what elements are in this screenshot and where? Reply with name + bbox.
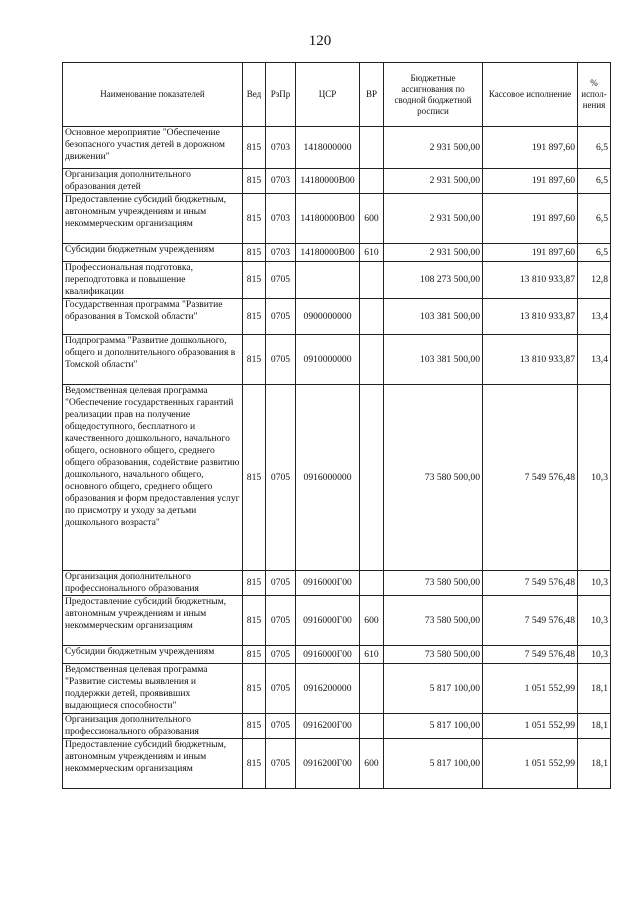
page-number: 120 — [308, 33, 332, 49]
table-row — [63, 127, 611, 169]
row-csr: 0916000Г00 — [296, 571, 360, 596]
row-name: Организация дополнительного профессионального образования — [63, 714, 243, 739]
row-budget: 73 580 500,00 — [384, 646, 483, 664]
row-pct: 10,3 — [578, 385, 611, 571]
row-csr: 1418000000 — [296, 127, 360, 169]
row-cash: 1 051 552,99 — [483, 664, 578, 714]
row-budget: 103 381 500,00 — [384, 299, 483, 335]
row-ved: 815 — [243, 385, 266, 571]
row-name: Ведомственная целевая программа "Обеспечение государственных гарантий реализации прав на получение общедоступного, бесплатного и качественного дошкольного, начального общего, основного общего, среднего общего образования, содействие развитию дошкольного, начального общего, основного общего, среднего общего образования и форм предоставления услуг по присмотру и уходу за детьми дошкольного возраста" — [63, 385, 243, 571]
row-csr: 0916200Г00 — [296, 714, 360, 739]
row-cash: 1 051 552,99 — [483, 739, 578, 789]
row-csr: 14180000В00 — [296, 244, 360, 262]
row-budget: 5 817 100,00 — [384, 664, 483, 714]
row-pct: 6,5 — [578, 244, 611, 262]
table-row — [63, 664, 611, 714]
row-cash: 191 897,60 — [483, 169, 578, 194]
row-pct: 12,8 — [578, 262, 611, 299]
row-budget: 2 931 500,00 — [384, 127, 483, 169]
row-vr — [360, 262, 384, 299]
row-vr — [360, 385, 384, 571]
header-csr: ЦСР — [296, 63, 360, 127]
row-csr: 0916200Г00 — [296, 739, 360, 789]
row-cash: 7 549 576,48 — [483, 571, 578, 596]
row-vr — [360, 127, 384, 169]
header-cash: Кассовое исполнение — [483, 63, 578, 127]
row-pct: 6,5 — [578, 169, 611, 194]
table-row — [63, 714, 611, 739]
row-budget: 5 817 100,00 — [384, 714, 483, 739]
row-pct: 18,1 — [578, 714, 611, 739]
row-csr: 14180000В00 — [296, 194, 360, 244]
row-name: Основное мероприятие "Обеспечение безопасного участия детей в дорожном движении" — [63, 127, 243, 169]
row-cash: 191 897,60 — [483, 127, 578, 169]
row-name: Государственная программа "Развитие образования в Томской области" — [63, 299, 243, 335]
row-name: Предоставление субсидий бюджетным, автономным учреждениям и иным некоммерческим организациям — [63, 739, 243, 789]
row-cash: 7 549 576,48 — [483, 596, 578, 646]
row-rzpr: 0703 — [266, 194, 296, 244]
row-budget: 73 580 500,00 — [384, 571, 483, 596]
row-rzpr: 0705 — [266, 739, 296, 789]
table-row — [63, 262, 611, 299]
row-budget: 73 580 500,00 — [384, 385, 483, 571]
row-pct: 10,3 — [578, 646, 611, 664]
table-row — [63, 571, 611, 596]
row-name: Организация дополнительного профессионального образования — [63, 571, 243, 596]
table-header-row — [63, 63, 611, 127]
header-name: Наименование показателей — [63, 63, 243, 127]
table-row — [63, 194, 611, 244]
header-pct: % испол-нения — [578, 63, 611, 127]
row-vr — [360, 571, 384, 596]
row-pct: 6,5 — [578, 194, 611, 244]
row-pct: 18,1 — [578, 664, 611, 714]
row-csr: 0900000000 — [296, 299, 360, 335]
row-cash: 1 051 552,99 — [483, 714, 578, 739]
row-vr — [360, 664, 384, 714]
row-ved: 815 — [243, 262, 266, 299]
row-rzpr: 0705 — [266, 664, 296, 714]
row-ved: 815 — [243, 739, 266, 789]
row-pct: 10,3 — [578, 596, 611, 646]
row-rzpr: 0705 — [266, 571, 296, 596]
row-rzpr: 0705 — [266, 299, 296, 335]
row-ved: 815 — [243, 169, 266, 194]
table-row — [63, 739, 611, 789]
row-csr: 0916000000 — [296, 385, 360, 571]
row-name: Организация дополнительного образования детей — [63, 169, 243, 194]
row-vr — [360, 714, 384, 739]
header-rzpr: РзПр — [266, 63, 296, 127]
row-rzpr: 0705 — [266, 714, 296, 739]
row-pct: 13,4 — [578, 335, 611, 385]
header-vr: ВР — [360, 63, 384, 127]
row-vr: 610 — [360, 646, 384, 664]
row-pct: 6,5 — [578, 127, 611, 169]
row-csr: 0916200000 — [296, 664, 360, 714]
row-ved: 815 — [243, 646, 266, 664]
table-row — [63, 169, 611, 194]
row-csr: 0916000Г00 — [296, 596, 360, 646]
row-cash: 13 810 933,87 — [483, 262, 578, 299]
table-row — [63, 335, 611, 385]
header-ved: Вед — [243, 63, 266, 127]
table-row — [63, 596, 611, 646]
row-rzpr: 0705 — [266, 385, 296, 571]
row-ved: 815 — [243, 194, 266, 244]
header-budget: Бюджетные ассигнования по сводной бюджетной росписи — [384, 63, 483, 127]
row-vr — [360, 299, 384, 335]
row-csr — [296, 262, 360, 299]
table-row — [63, 385, 611, 571]
row-ved: 815 — [243, 571, 266, 596]
budget-execution-table — [62, 62, 611, 789]
row-budget: 2 931 500,00 — [384, 244, 483, 262]
row-budget: 2 931 500,00 — [384, 194, 483, 244]
row-rzpr: 0705 — [266, 646, 296, 664]
row-rzpr: 0703 — [266, 127, 296, 169]
row-vr — [360, 169, 384, 194]
table-row — [63, 646, 611, 664]
row-csr: 0910000000 — [296, 335, 360, 385]
row-vr: 610 — [360, 244, 384, 262]
row-name: Ведомственная целевая программа "Развитие системы выявления и поддержки детей, проявивших выдающиеся способности" — [63, 664, 243, 714]
row-rzpr: 0705 — [266, 596, 296, 646]
row-cash: 13 810 933,87 — [483, 335, 578, 385]
row-name: Субсидии бюджетным учреждениям — [63, 646, 243, 664]
row-ved: 815 — [243, 664, 266, 714]
row-csr: 0916000Г00 — [296, 646, 360, 664]
row-vr: 600 — [360, 596, 384, 646]
row-csr: 14180000В00 — [296, 169, 360, 194]
row-ved: 815 — [243, 244, 266, 262]
row-budget: 2 931 500,00 — [384, 169, 483, 194]
table-row — [63, 299, 611, 335]
row-cash: 7 549 576,48 — [483, 385, 578, 571]
row-cash: 191 897,60 — [483, 244, 578, 262]
row-rzpr: 0705 — [266, 335, 296, 385]
row-ved: 815 — [243, 596, 266, 646]
row-budget: 5 817 100,00 — [384, 739, 483, 789]
row-name: Профессиональная подготовка, переподготовка и повышение квалификации — [63, 262, 243, 299]
table-row — [63, 244, 611, 262]
row-rzpr: 0703 — [266, 244, 296, 262]
row-cash: 191 897,60 — [483, 194, 578, 244]
row-name: Подпрограмма "Развитие дошкольного, общего и дополнительного образования в Томской области" — [63, 335, 243, 385]
row-name: Субсидии бюджетным учреждениям — [63, 244, 243, 262]
row-vr: 600 — [360, 739, 384, 789]
row-name: Предоставление субсидий бюджетным, автономным учреждениям и иным некоммерческим организациям — [63, 194, 243, 244]
row-pct: 13,4 — [578, 299, 611, 335]
row-cash: 13 810 933,87 — [483, 299, 578, 335]
row-pct: 10,3 — [578, 571, 611, 596]
row-budget: 108 273 500,00 — [384, 262, 483, 299]
row-name: Предоставление субсидий бюджетным, автономным учреждениям и иным некоммерческим организациям — [63, 596, 243, 646]
row-ved: 815 — [243, 299, 266, 335]
row-cash: 7 549 576,48 — [483, 646, 578, 664]
row-ved: 815 — [243, 127, 266, 169]
row-ved: 815 — [243, 335, 266, 385]
row-ved: 815 — [243, 714, 266, 739]
row-budget: 103 381 500,00 — [384, 335, 483, 385]
row-pct: 18,1 — [578, 739, 611, 789]
row-budget: 73 580 500,00 — [384, 596, 483, 646]
row-vr: 600 — [360, 194, 384, 244]
row-vr — [360, 335, 384, 385]
row-rzpr: 0705 — [266, 262, 296, 299]
row-rzpr: 0703 — [266, 169, 296, 194]
